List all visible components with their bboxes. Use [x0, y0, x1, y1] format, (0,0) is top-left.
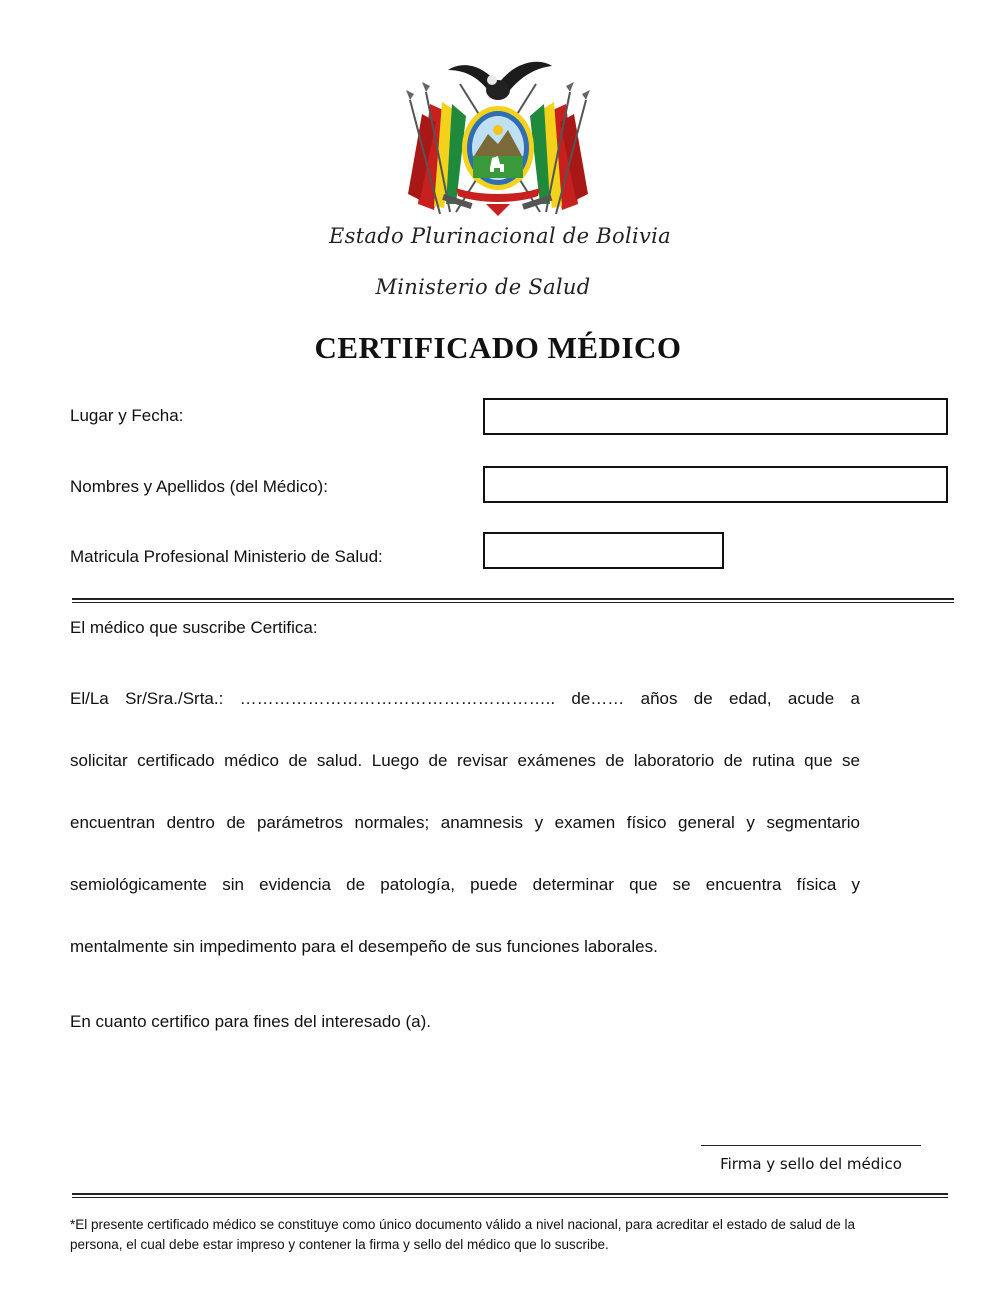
paragraph-line: encuentran dentro de parámetros normales; anamnesis y examen físico general y segmentario	[70, 813, 860, 832]
license-field[interactable]	[483, 532, 724, 569]
ministry-name: Ministerio de Salud	[375, 275, 591, 299]
shield	[462, 106, 534, 190]
document-title: CERTIFICADO MÉDICO	[314, 330, 682, 365]
section-divider	[72, 598, 954, 603]
footnote	[70, 1215, 950, 1255]
doctor-name-field[interactable]	[483, 466, 948, 503]
paragraph-line: El/La Sr/Sra./Srta.: ……………………………………………….. de…… años de edad, acude a	[70, 689, 860, 708]
place-date-field[interactable]	[483, 398, 948, 435]
certificate-intro: El médico que suscribe Certifica:	[70, 618, 318, 637]
coat-of-arms-image	[400, 44, 596, 220]
signature-line	[701, 1145, 921, 1146]
place-date-label: Lugar y Fecha:	[70, 406, 184, 425]
paragraph-line: solicitar certificado médico de salud. Luego de revisar exámenes de laboratorio de rutina que se	[70, 751, 860, 770]
condor	[448, 62, 552, 100]
footer-divider	[72, 1193, 948, 1198]
doctor-name-label: Nombres y Apellidos (del Médico):	[70, 477, 328, 496]
footnote-line: *El presente certificado médico se constituye como único documento válido a nivel nacional, para acreditar el estado de salud de la	[70, 1217, 855, 1232]
paragraph-line: semiológicamente sin evidencia de patología, puede determinar que se encuentra física y	[70, 875, 860, 894]
license-label: Matricula Profesional Ministerio de Salud:	[70, 547, 383, 566]
right-flags	[530, 102, 588, 210]
state-name: Estado Plurinacional de Bolivia	[328, 224, 671, 248]
signature-caption: Firma y sello del médico	[720, 1155, 902, 1173]
paragraph-line: mentalmente sin impedimento para el desempeño de sus funciones laborales.	[70, 937, 658, 956]
certificate-closing: En cuanto certifico para fines del interesado (a).	[70, 1012, 431, 1031]
footnote-line: persona, el cual debe estar impreso y contener la firma y sello del médico que lo suscribe.	[70, 1237, 609, 1252]
left-flags	[408, 102, 466, 210]
